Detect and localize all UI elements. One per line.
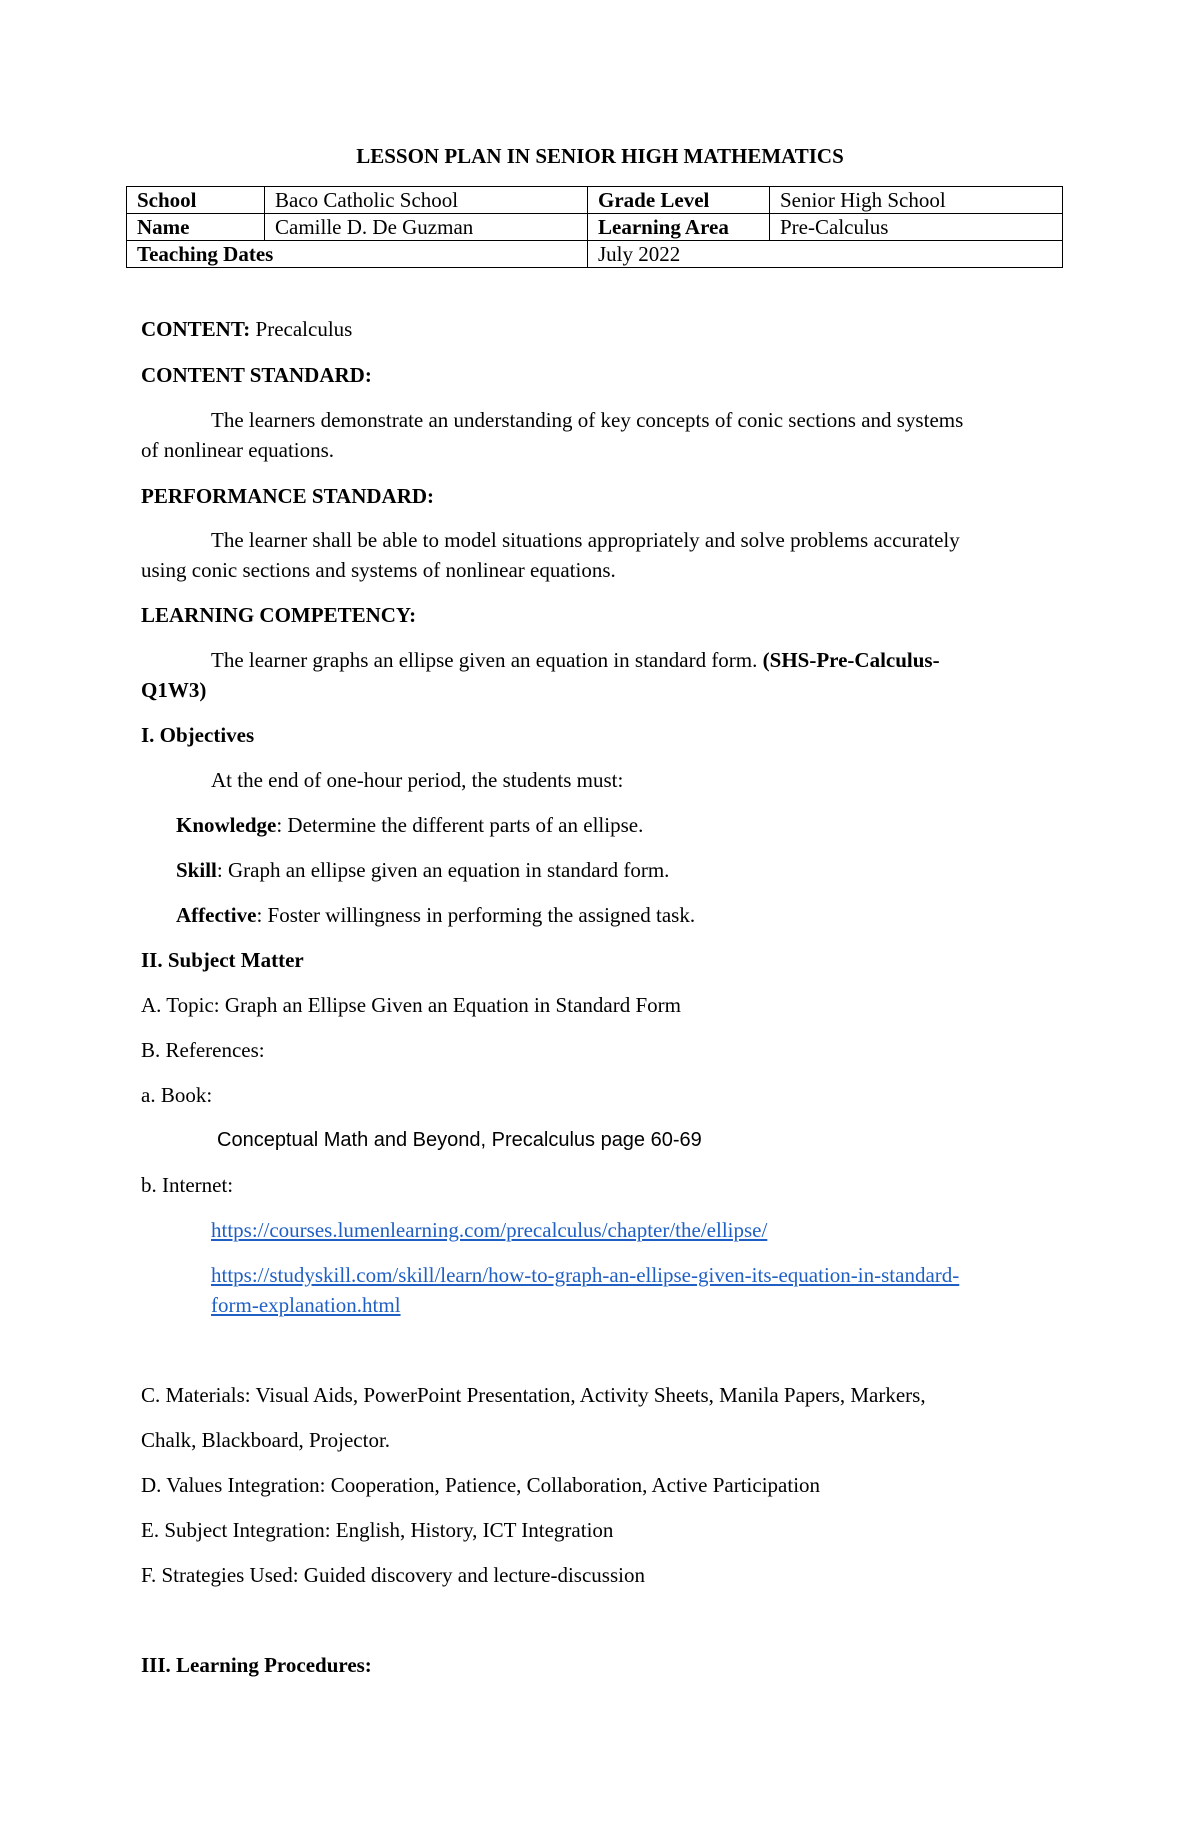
learning-area-value: Pre-Calculus [770,214,1063,241]
learning-procedures-heading: III. Learning Procedures: [141,1653,372,1677]
internet-label: b. Internet: [141,1173,234,1197]
learning-competency-text: The learner graphs an ellipse given an equation in standard form. [211,648,763,672]
grade-level-value: Senior High School [770,187,1063,214]
reference-link-2[interactable]: https://studyskill.com/skill/learn/how-to-graph-an-ellipse-given-its-equation-in-standard- [211,1263,960,1287]
values-integration-line: D. Values Integration: Cooperation, Patience, Collaboration, Active Participation [141,1473,821,1497]
performance-standard-text-1: The learner shall be able to model situations appropriately and solve problems accurately [211,528,960,552]
performance-standard-heading: PERFORMANCE STANDARD: [141,484,435,508]
reference-link-2-cont[interactable]: form-explanation.html [211,1293,401,1317]
teaching-dates-label: Teaching Dates [127,241,588,268]
skill-text: : Graph an ellipse given an equation in standard form. [216,858,670,882]
materials-line-1: C. Materials: Visual Aids, PowerPoint Presentation, Activity Sheets, Manila Papers, Markers, [141,1383,926,1407]
content-label: CONTENT: [141,317,251,341]
subject-integration-line: E. Subject Integration: English, History, ICT Integration [141,1518,614,1542]
name-value: Camille D. De Guzman [265,214,588,241]
strategies-line: F. Strategies Used: Guided discovery and lecture-discussion [141,1563,645,1587]
learning-competency-text-1 [211,648,940,673]
learning-area-label: Learning Area [588,214,770,241]
school-label: School [127,187,265,214]
school-value: Baco Catholic School [265,187,588,214]
grade-level-label: Grade Level [588,187,770,214]
table-row [127,187,1063,214]
topic-line: A. Topic: Graph an Ellipse Given an Equation in Standard Form [141,993,681,1017]
objectives-heading: I. Objectives [141,723,255,747]
knowledge-text: : Determine the different parts of an ellipse. [276,813,644,837]
info-table [126,186,1063,268]
content-standard-text-2: of nonlinear equations. [141,438,335,462]
content-standard-text-1: The learners demonstrate an understanding of key concepts of conic sections and systems [211,408,964,432]
subject-matter-heading: II. Subject Matter [141,948,304,972]
learning-competency-heading: LEARNING COMPETENCY: [141,603,417,627]
competency-code-cont: Q1W3) [141,678,207,702]
content-standard-heading: CONTENT STANDARD: [141,363,372,387]
table-row [127,214,1063,241]
reference-link-1[interactable]: https://courses.lumenlearning.com/precalculus/chapter/the/ellipse/ [211,1218,768,1242]
affective-objective [176,903,695,928]
performance-standard-text-2: using conic sections and systems of nonlinear equations. [141,558,616,582]
table-row [127,241,1063,268]
book-label: a. Book: [141,1083,213,1107]
content-line [141,317,352,342]
skill-objective [176,858,669,883]
affective-text: : Foster willingness in performing the assigned task. [256,903,696,927]
book-title: Conceptual Math and Beyond, Precalculus page 60-69 [217,1129,702,1151]
skill-label: Skill [176,858,217,882]
content-value: Precalculus [250,317,353,341]
affective-label: Affective [176,903,257,927]
competency-code: (SHS-Pre-Calculus- [762,648,940,672]
references-line: B. References: [141,1038,265,1062]
page-title: LESSON PLAN IN SENIOR HIGH MATHEMATICS [356,144,844,168]
name-label: Name [127,214,265,241]
knowledge-objective [176,813,643,838]
teaching-dates-value: July 2022 [588,241,1063,268]
materials-line-2: Chalk, Blackboard, Projector. [141,1428,391,1452]
knowledge-label: Knowledge [176,813,277,837]
objectives-intro: At the end of one-hour period, the students must: [211,768,624,792]
